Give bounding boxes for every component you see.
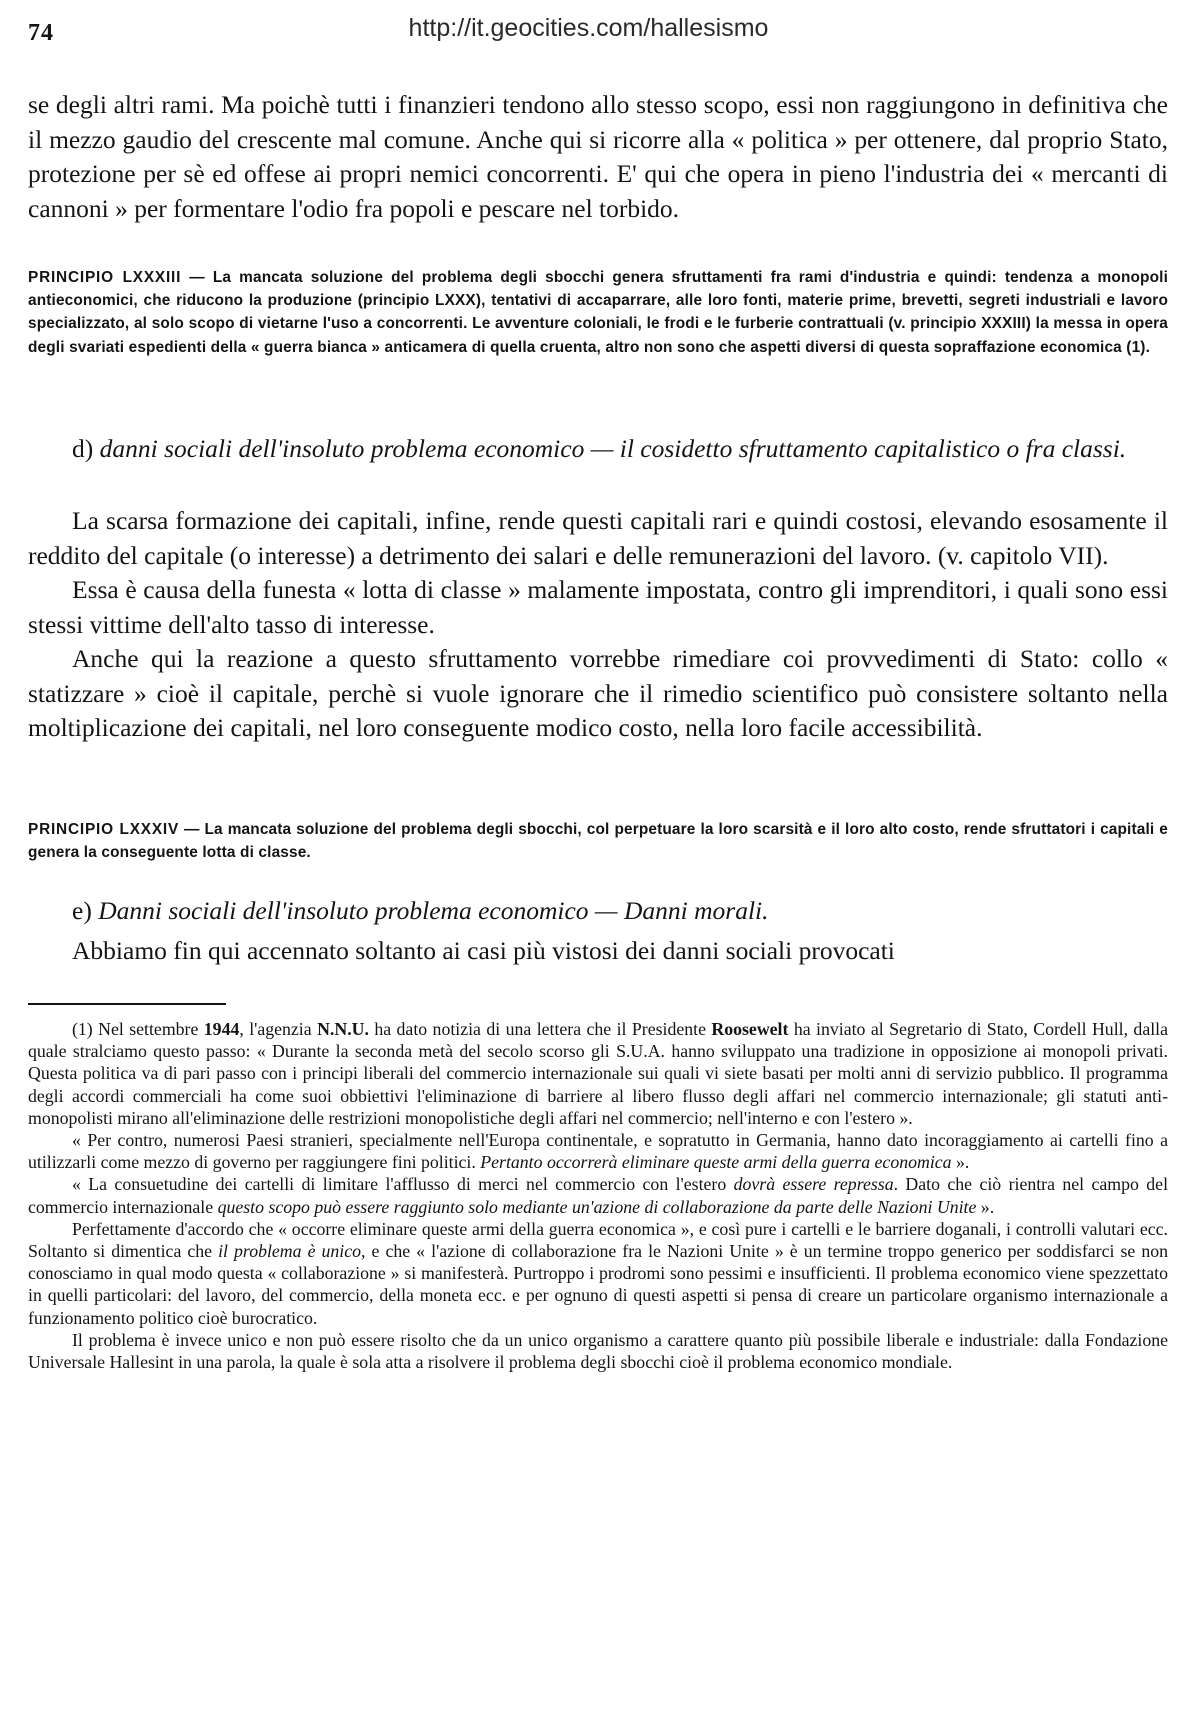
footnote-paragraph	[28, 1129, 1168, 1173]
paragraph: se degli altri rami. Ma poichè tutti i finanzieri tendono allo stesso scopo, essi non raggiungono in definitiva che il mezzo gaudio del crescente mal comune. Anche qui si ricorre alla « politica » per ottenere, dal proprio Stato, protezione per sè ed offese ai propri nemici concorrenti. E' qui che opera in pieno l'industria dei « mercanti di cannoni » per formentare l'odio fra popoli e pescare nel torbido.	[28, 90, 1168, 223]
footnote-emphasis: dovrà essere repressa	[733, 1174, 894, 1195]
principle-text: — La mancata soluzione del problema degli sbocchi genera sfruttamenti fra rami d'industria e quindi: tendenza a monopoli antieconomici, che riducono la produzione (principio LXXX), tentativi di accaparrare, alle loro fonti, materie prime, brevetti, segreti industriali e lavoro specializzato, al solo scopo di vietarne l'uso a concorrenti. Le avventure coloniali, le frodi e le furberie contrattuali (v. principio XXXIII) la messa in opera degli svariati espedienti della « guerra bianca » anticamera di quella cruenta, altro non sono che aspetti diversi di questa sopraffazione economica (1).	[28, 269, 1168, 356]
footnote-paragraph: Il problema è invece unico e non può essere risolto che da un unico organismo a carattere quanto più possibile liberale e industriale: dalla Fondazione Universale Hallesint in una parola, la quale è sola atta a risolvere il problema degli sbocchi cioè il problema economico mondiale.	[28, 1329, 1168, 1373]
section-heading-e	[28, 894, 1168, 929]
principle-lxxxiii	[28, 266, 1168, 359]
section-title: danni sociali dell'insoluto problema economico — il cosidetto sfruttamento capitalistico o fra classi.	[99, 434, 1127, 463]
footnote-text: ha dato notizia di una lettera che il Presidente	[368, 1019, 712, 1039]
page-number: 74	[28, 20, 54, 46]
footnote-year: 1944	[203, 1019, 240, 1039]
principle-label: PRINCIPIO LXXXIV	[28, 821, 180, 838]
footnote-text: , e che « l'azione di collaborazione fra le Nazioni Unite » è un termine troppo generico per soddisfarci se non conosciamo in qual modo questa « collaborazione » si manifesterà. Purtroppo i prodromi sono pessimi e insufficienti. Il problema economico viene spezzettato in quelli particolari: del lavoro, del commercio, della moneta ecc. e per ognuno di questi aspetti si pensa di creare un particolare organismo internazionale a funzionamento politico cioè burocratico.	[28, 1241, 1168, 1328]
footnote-text: , l'agenzia	[239, 1019, 318, 1039]
footnote-text: (1) Nel settembre	[72, 1019, 204, 1039]
section-title: Danni sociali dell'insoluto problema economico — Danni morali.	[98, 896, 769, 925]
section-e-body	[28, 934, 1168, 969]
footnote-text: ha inviato al Segretario di Stato, Cordell Hull, dalla quale stralciamo questo passo: « Durante la seconda metà del secolo scorso gli S.U.A. hanno sviluppato una tradizione in opposizione ai monopoli privati. Questa politica va di pari passo con i principi liberali del commercio internazionale sui quali vi siete basati per molti anni di servizio pubblico. Il programma degli accordi commerciali ha come suoi obbiettivi l'eliminazione di barriere al libero flusso degli affari nel commercio internazionale; gli statuti anti-monopolisti mirano all'eliminazione delle restrizioni monopolistiche degli affari nel commercio; nell'interno e con l'estero ».	[28, 1019, 1168, 1128]
header-url: http://it.geocities.com/hallesismo	[408, 14, 769, 42]
paragraph: Abbiamo fin qui accennato soltanto ai casi più vistosi dei danni sociali provocati	[72, 936, 895, 965]
footnote-emphasis: il problema è unico	[218, 1241, 362, 1262]
section-heading-d	[28, 432, 1168, 467]
footnote-divider	[28, 1003, 226, 1005]
paragraph-continuation	[28, 88, 1168, 226]
footnote-text: . Dato che ciò rientra nel campo del commercio internazionale	[28, 1174, 1169, 1217]
section-letter: e)	[72, 896, 99, 925]
footnote-text: « Per contro, numerosi Paesi stranieri, specialmente nell'Europa continentale, e sopratutto in Germania, hanno dato incoraggiamento ai cartelli fino a utilizzarli come mezzo di governo per raggiungere fini politici.	[28, 1130, 1168, 1173]
section-d-body	[28, 504, 1168, 746]
footnote-text: « La consuetudine dei cartelli di limitare l'afflusso di merci nel commercio con l'estero	[72, 1174, 734, 1195]
section-letter: d)	[72, 434, 100, 463]
footnote-text: Perfettamente d'accordo che « occorre eliminare queste armi della guerra economica », e così pure i cartelli e le barriere doganali, i controlli valutari ecc. Soltanto si dimentica che	[28, 1218, 1168, 1262]
footnote-emphasis: questo scopo può essere raggiunto solo mediante un'azione di collaborazione da parte delle Nazioni Unite	[217, 1196, 977, 1217]
footnote-text: ».	[976, 1196, 995, 1217]
principle-text: — La mancata soluzione del problema degli sbocchi, col perpetuare la loro scarsità e il loro alto costo, rende sfruttatori i capitali e genera la conseguente lotta di classe.	[28, 821, 1168, 862]
footnote-paragraph	[28, 1018, 1168, 1129]
paragraph: La scarsa formazione dei capitali, infine, rende questi capitali rari e quindi costosi, elevando esosamente il reddito del capitale (o interesse) a detrimento dei salari e delle remunerazioni del lavoro. (v. capitolo VII).	[28, 506, 1168, 570]
principle-label: PRINCIPIO LXXXIII	[28, 269, 182, 286]
footnote-name: Roosewelt	[711, 1019, 789, 1039]
footnote-agency: N.N.U.	[317, 1019, 369, 1039]
paragraph: Anche qui la reazione a questo sfruttamento vorrebbe rimediare coi provvedimenti di Stato: collo « statizzare » cioè il capitale, perchè si vuole ignorare che il rimedio scientifico può consistere soltanto nella moltiplicazione dei capitali, nel loro conseguente modico costo, nella loro facile accessibilità.	[28, 644, 1168, 742]
footnote-paragraph	[28, 1173, 1168, 1217]
footnote-emphasis: Pertanto occorrerà eliminare queste armi della guerra economica	[480, 1152, 952, 1173]
footnote-paragraph	[28, 1218, 1168, 1329]
footnote-text: ».	[951, 1152, 970, 1173]
principle-lxxxiv	[28, 818, 1168, 864]
footnotes	[28, 1018, 1168, 1373]
paragraph: Essa è causa della funesta « lotta di classe » malamente impostata, contro gli imprenditori, i quali sono essi stessi vittime dell'alto tasso di interesse.	[28, 575, 1168, 639]
